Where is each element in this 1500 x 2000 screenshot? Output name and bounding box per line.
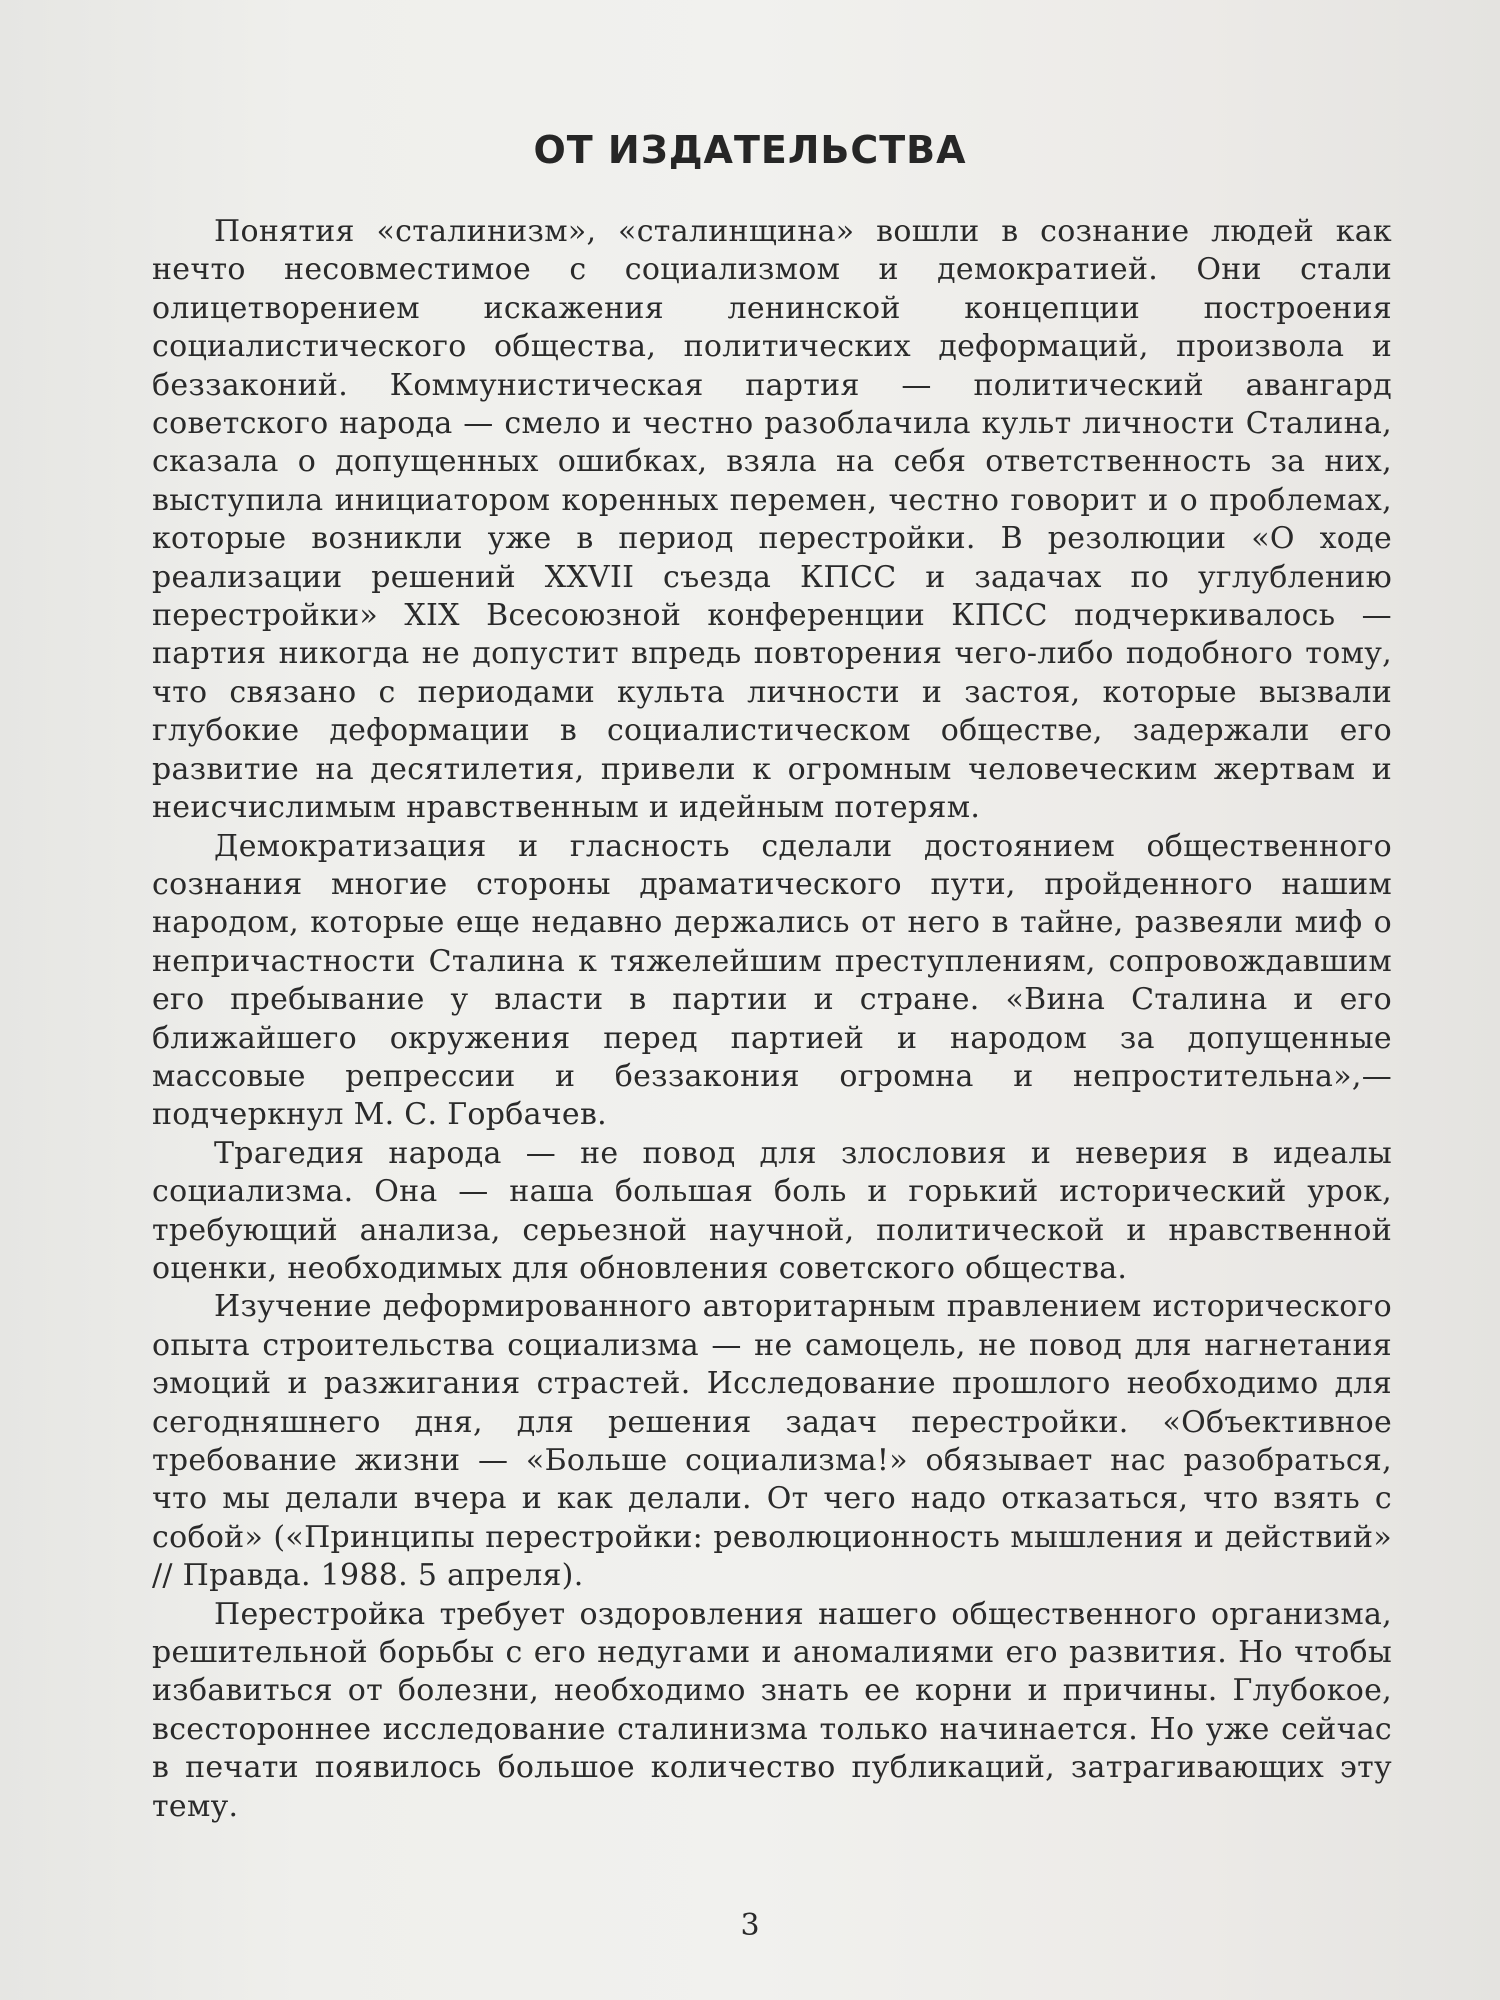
paragraph-3: Трагедия народа — не повод для злословия и неверия в идеалы социализма. Она — наша большая боль и горький исторический урок, требующий анализа, серьезной научной, политической и нравственной оценки, необходимых для обновления советского общества.	[152, 1135, 1392, 1286]
paragraph-1: Понятия «сталинизм», «сталинщина» вошли в сознание людей как нечто несовместимое с социализмом и демократией. Они стали олицетворением искажения ленинской концепции построения социалистического общества, политических деформаций, произвола и беззаконий. Коммунистическая партия — политический авангард советского народа — смело и честно разоблачила культ личности Сталина, сказала о допущенных ошибках, взяла на себя ответственность за них, выступила инициатором коренных перемен, честно говорит и о проблемах, которые возникли уже в период перестройки. В резолюции «О ходе реализации решений XXVII съезда КПСС и задачах по углублению перестройки» XIX Всесоюзной конференции КПСС подчеркивалось — партия никогда не допустит впредь повторения чего-либо подобного тому, что связано с периодами культа личности и застоя, которые вызвали глубокие деформации в социалистическом обществе, задержали его развитие на десятилетия, привели к огромным человеческим жертвам и неисчислимым нравственным и идейным потерям.	[152, 214, 1392, 826]
page-title: ОТ ИЗДАТЕЛЬСТВА	[533, 128, 967, 172]
body-text	[152, 213, 1392, 1826]
paragraph-5: Перестройка требует оздоровления нашего общественного организма, решительной борьбы с его недугами и аномалиями его развития. Но чтобы избавиться от болезни, необходимо знать ее корни и причины. Глубокое, всестороннее исследование сталинизма только начинается. Но уже сейчас в печати появилось большое количество публикаций, затрагивающих эту тему.	[152, 1596, 1392, 1824]
paragraph-2: Демократизация и гласность сделали достоянием общественного сознания многие стороны драматического пути, пройденного нашим народом, которые еще недавно держались от него в тайне, развеяли миф о непричастности Сталина к тяжелейшим преступлениям, сопровождавшим его пребывание у власти в партии и стране. «Вина Сталина и его ближайшего окружения перед партией и народом за допущенные массовые репрессии и беззакония огромна и непростительна»,— подчеркнул М. С. Горбачев.	[152, 828, 1392, 1133]
page-number: 3	[740, 1908, 760, 1943]
paragraph-4: Изучение деформированного авторитарным правлением исторического опыта строительства социализма — не самоцель, не повод для нагнетания эмоций и разжигания страстей. Исследование прошлого необходимо для сегодняшнего дня, для решения задач перестройки. «Объективное требование жизни — «Больше социализма!» обязывает нас разобраться, что мы делали вчера и как делали. От чего надо отказаться, что взять с собой» («Принципы перестройки: революционность мышления и действий» // Правда. 1988. 5 апреля).	[152, 1289, 1392, 1594]
